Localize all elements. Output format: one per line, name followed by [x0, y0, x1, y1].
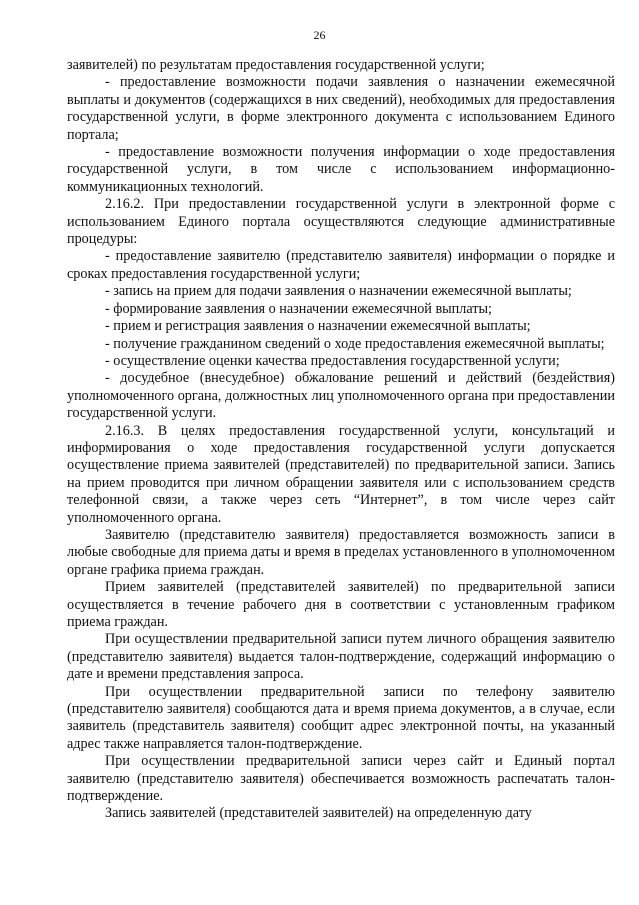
paragraph-4: 2.16.2. При предоставлении государственной услуги в электронной форме с использованием Единого портала осуществляются следующие административные процедуры:	[67, 196, 615, 248]
paragraph-15: При осуществлении предварительной записи путем личного обращения заявителю (представителю заявителя) выдается талон-подтверждение, содержащий информацию о дате и времени представления запроса.	[67, 631, 615, 683]
paragraph-13: Заявителю (представителю заявителя) предоставляется возможность записи в любые свободные для приема даты и время в пределах установленного в уполномоченном органе графика приема граждан.	[67, 526, 615, 578]
paragraph-1: заявителей) по результатам предоставления государственной услуги;	[67, 57, 485, 73]
paragraph-6: - запись на прием для подачи заявления о назначении ежемесячной выплаты;	[105, 283, 572, 300]
paragraph-9: - получение гражданином сведений о ходе предоставления ежемесячной выплаты;	[105, 335, 605, 352]
paragraph-16: При осуществлении предварительной записи по телефону заявителю (представителю заявителя) сообщаются дата и время приема документов, а в случае, если заявитель (представитель заявителя) сообщит адрес электронной почты, на указанный адрес также направляется талон-подтверждение.	[67, 683, 615, 752]
paragraph-7: - формирование заявления о назначении ежемесячной выплаты;	[105, 300, 492, 317]
paragraph-12: 2.16.3. В целях предоставления государственной услуги, консультаций и информирования о ходе предоставления государственной услуги допускается осуществление приема заявителей (представителей) по предварительной записи. Запись на прием проводится при личном обращении заявителя или с использованием средств телефонной связи, а также через сеть “Интернет”, в том числе через сайт уполномоченного органа.	[67, 422, 615, 526]
paragraph-3: - предоставление возможности получения информации о ходе предоставления государственной услуги, в том числе с использованием информационно-коммуникационных технологий.	[67, 144, 615, 195]
paragraph-17: При осуществлении предварительной записи через сайт и Единый портал заявителю (представителю заявителя) обеспечивается возможность распечатать талон-подтверждение.	[67, 753, 615, 805]
paragraph-14: Прием заявителей (представителей заявителей) по предварительной записи осуществляется в течение рабочего дня в соответствии с установленным графиком приема граждан.	[67, 579, 615, 630]
paragraph-11: - досудебное (внесудебное) обжалование решений и действий (бездействия) уполномоченного органа, должностных лиц уполномоченного органа при предоставлении государственной услуги.	[67, 370, 615, 422]
paragraph-2: - предоставление возможности подачи заявления о назначении ежемесячной выплаты и документов (содержащихся в них сведений), необходимых для предоставления государственной услуги, в форме электронного документа с использованием Единого портала;	[67, 74, 615, 143]
document-body	[67, 57, 615, 823]
paragraph-5: - предоставление заявителю (представителю заявителя) информации о порядке и сроках предоставления государственной услуги;	[67, 248, 615, 282]
page-number: 26	[313, 28, 326, 42]
paragraph-8: - прием и регистрация заявления о назначении ежемесячной выплаты;	[105, 318, 531, 335]
paragraph-18: Запись заявителей (представителей заявителей) на определенную дату	[105, 805, 532, 822]
paragraph-10: - осуществление оценки качества предоставления государственной услуги;	[105, 352, 560, 369]
